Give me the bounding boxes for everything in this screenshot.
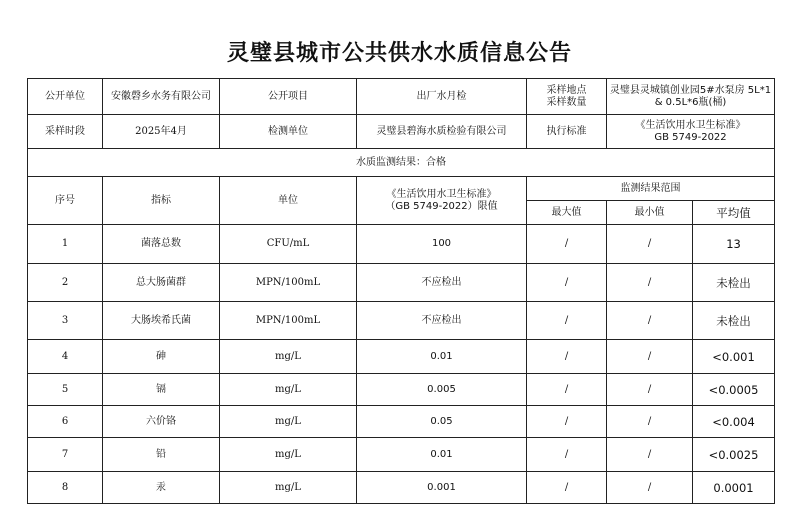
cell-no: 8 <box>28 472 103 504</box>
header-unit: 单位 <box>220 177 357 225</box>
header-min: 最小值 <box>607 201 693 225</box>
cell-limit: 不应检出 <box>357 264 527 302</box>
water-quality-table <box>27 78 775 504</box>
header-limit <box>357 177 527 225</box>
header-avg: 平均值 <box>693 201 775 225</box>
cell-max: / <box>527 340 607 374</box>
cell-limit: 不应检出 <box>357 302 527 340</box>
cell-min: / <box>607 438 693 472</box>
cell-min: / <box>607 374 693 406</box>
cell-avg: 13 <box>693 225 775 264</box>
cell-indicator: 六价铬 <box>103 406 220 438</box>
cell-unit: mg/L <box>220 406 357 438</box>
cell-no: 1 <box>28 225 103 264</box>
cell-indicator: 菌落总数 <box>103 225 220 264</box>
header-range: 监测结果范围 <box>527 177 775 201</box>
cell-avg: <0.0025 <box>693 438 775 472</box>
info-row-2 <box>28 115 775 149</box>
table-row <box>28 225 775 264</box>
table-row <box>28 438 775 472</box>
cell-indicator: 铅 <box>103 438 220 472</box>
cell-no: 6 <box>28 406 103 438</box>
cell-min: / <box>607 472 693 504</box>
cell-limit: 0.01 <box>357 340 527 374</box>
result-line: 水质监测结果：合格 <box>28 149 775 177</box>
publisher-label: 公开单位 <box>28 79 103 115</box>
cell-unit: MPN/100mL <box>220 302 357 340</box>
cell-avg: 0.0001 <box>693 472 775 504</box>
standard-line1: 《生活饮用水卫生标准》 <box>635 119 746 131</box>
page-title: 灵璧县城市公共供水水质信息公告 <box>226 41 572 66</box>
cell-indicator: 总大肠菌群 <box>103 264 220 302</box>
cell-min: / <box>607 302 693 340</box>
table-row <box>28 472 775 504</box>
cell-no: 5 <box>28 374 103 406</box>
header-no: 序号 <box>28 177 103 225</box>
cell-limit: 100 <box>357 225 527 264</box>
cell-min: / <box>607 264 693 302</box>
table-row <box>28 374 775 406</box>
publisher-value: 安徽磬乡水务有限公司 <box>103 79 220 115</box>
cell-max: / <box>527 225 607 264</box>
table-row <box>28 406 775 438</box>
standard-line2: GB 5749-2022 <box>654 131 727 143</box>
cell-unit: mg/L <box>220 438 357 472</box>
period-label: 采样时段 <box>28 115 103 149</box>
standard-value <box>607 115 775 149</box>
header-limit-line1: 《生活饮用水卫生标准》 <box>386 188 497 200</box>
cell-limit: 0.01 <box>357 438 527 472</box>
cell-max: / <box>527 438 607 472</box>
header-max: 最大值 <box>527 201 607 225</box>
sample-site-value: 灵璧县灵城镇创业园5#水泵房 5L*1 & 0.5L*6瓶(桶) <box>607 79 775 115</box>
header-row-1 <box>28 177 775 201</box>
cell-avg: 未检出 <box>693 302 775 340</box>
cell-no: 7 <box>28 438 103 472</box>
cell-avg: <0.004 <box>693 406 775 438</box>
item-value: 出厂水月检 <box>357 79 527 115</box>
cell-avg: <0.0005 <box>693 374 775 406</box>
cell-limit: 0.05 <box>357 406 527 438</box>
sample-site-label-line1: 采样地点 <box>546 84 587 96</box>
cell-limit: 0.001 <box>357 472 527 504</box>
cell-avg: 未检出 <box>693 264 775 302</box>
cell-no: 2 <box>28 264 103 302</box>
cell-max: / <box>527 374 607 406</box>
cell-no: 3 <box>28 302 103 340</box>
sample-site-label <box>527 79 607 115</box>
header-indicator: 指标 <box>103 177 220 225</box>
cell-indicator: 砷 <box>103 340 220 374</box>
cell-max: / <box>527 264 607 302</box>
cell-min: / <box>607 406 693 438</box>
result-row <box>28 149 775 177</box>
standard-label: 执行标准 <box>527 115 607 149</box>
cell-min: / <box>607 225 693 264</box>
cell-avg: <0.001 <box>693 340 775 374</box>
cell-indicator: 镉 <box>103 374 220 406</box>
info-row-1 <box>28 79 775 115</box>
cell-min: / <box>607 340 693 374</box>
header-limit-line2: （GB 5749-2022）限值 <box>385 200 498 212</box>
lab-label: 检测单位 <box>220 115 357 149</box>
cell-indicator: 汞 <box>103 472 220 504</box>
cell-unit: MPN/100mL <box>220 264 357 302</box>
cell-max: / <box>527 302 607 340</box>
cell-limit: 0.005 <box>357 374 527 406</box>
cell-unit: mg/L <box>220 374 357 406</box>
cell-unit: mg/L <box>220 340 357 374</box>
cell-unit: CFU/mL <box>220 225 357 264</box>
item-label: 公开项目 <box>220 79 357 115</box>
sample-site-label-line2: 采样数量 <box>546 96 587 108</box>
cell-max: / <box>527 406 607 438</box>
lab-value: 灵璧县碧海水质检验有限公司 <box>357 115 527 149</box>
cell-max: / <box>527 472 607 504</box>
period-value: 2025年4月 <box>103 115 220 149</box>
table-row <box>28 340 775 374</box>
table-row <box>28 264 775 302</box>
cell-no: 4 <box>28 340 103 374</box>
cell-indicator: 大肠埃希氏菌 <box>103 302 220 340</box>
table-row <box>28 302 775 340</box>
cell-unit: mg/L <box>220 472 357 504</box>
